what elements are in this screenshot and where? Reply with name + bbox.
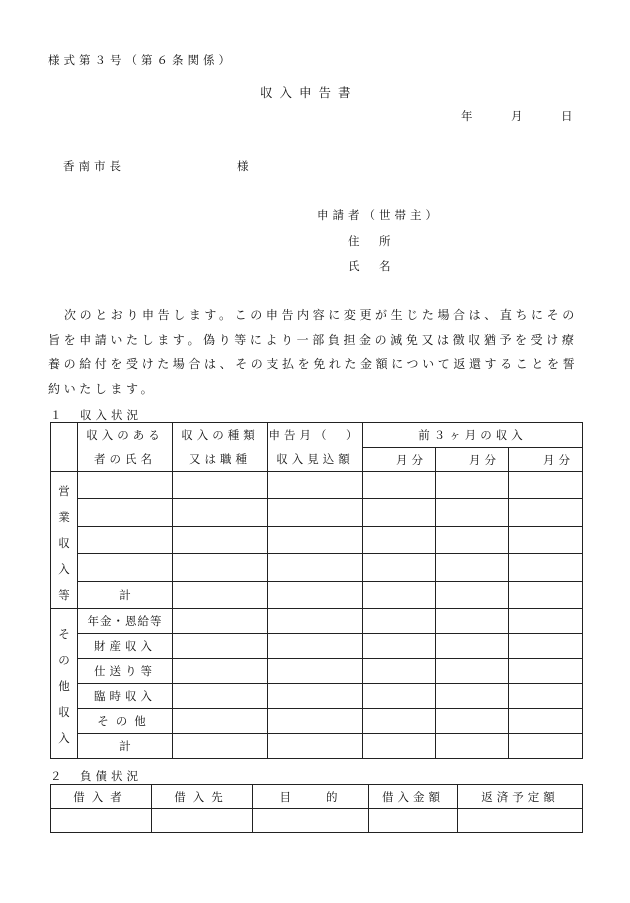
col-month-header: 申告月（ ） — [268, 423, 363, 448]
input-cell[interactable] — [436, 609, 509, 634]
input-cell[interactable] — [509, 499, 583, 526]
input-cell[interactable] — [78, 554, 173, 581]
input-cell[interactable] — [173, 581, 268, 608]
input-cell[interactable] — [509, 709, 583, 734]
addressee: 香南市長 — [63, 159, 125, 173]
col-prev-header: 前３ヶ月の収入 — [363, 423, 583, 448]
form-number: 様式第３号（第６条関係） — [48, 53, 234, 67]
input-cell[interactable] — [268, 499, 363, 526]
input-cell[interactable] — [268, 659, 363, 684]
date-month-label: 月 — [511, 109, 523, 123]
date-year-label: 年 — [461, 109, 473, 123]
row-property-label: 財産収入 — [78, 634, 173, 659]
input-cell[interactable] — [363, 609, 436, 634]
input-cell[interactable] — [458, 809, 583, 833]
input-cell[interactable] — [363, 554, 436, 581]
col-type-header: 収入の種類 — [173, 423, 268, 448]
input-cell[interactable] — [369, 809, 458, 833]
input-cell[interactable] — [509, 472, 583, 499]
input-cell[interactable] — [509, 526, 583, 553]
applicant-name-label: 氏 名 — [348, 259, 395, 273]
declaration-text — [48, 303, 582, 401]
business-income-label: 営 業 収 入 等 — [51, 472, 78, 609]
prev-month-3-header: 月分 — [509, 448, 583, 472]
col-borrower: 借入者 — [51, 785, 152, 809]
row-allowance-label: 仕送り等 — [78, 659, 173, 684]
input-cell[interactable] — [436, 554, 509, 581]
input-cell[interactable] — [436, 684, 509, 709]
prev-month-2-header: 月分 — [436, 448, 509, 472]
income-table — [50, 422, 583, 759]
input-cell[interactable] — [173, 609, 268, 634]
input-cell[interactable] — [173, 526, 268, 553]
input-cell[interactable] — [173, 659, 268, 684]
input-cell[interactable] — [268, 472, 363, 499]
input-cell[interactable] — [363, 634, 436, 659]
col-loan-amount: 借入金額 — [369, 785, 458, 809]
declaration-line: 約いたします。 — [48, 381, 157, 396]
section1-number: １ — [50, 408, 62, 422]
input-cell[interactable] — [78, 499, 173, 526]
input-cell[interactable] — [363, 581, 436, 608]
input-cell[interactable] — [253, 809, 369, 833]
input-cell[interactable] — [509, 734, 583, 759]
section2-heading: 負債状況 — [80, 769, 142, 783]
input-cell[interactable] — [436, 634, 509, 659]
section1-heading: 収入状況 — [80, 408, 142, 422]
input-cell[interactable] — [173, 684, 268, 709]
corner-cell — [51, 423, 78, 472]
business-total-label: 計 — [78, 581, 173, 608]
input-cell[interactable] — [436, 499, 509, 526]
input-cell[interactable] — [268, 734, 363, 759]
col-repayment: 返済予定額 — [458, 785, 583, 809]
input-cell[interactable] — [268, 684, 363, 709]
input-cell[interactable] — [173, 499, 268, 526]
other-total-label: 計 — [78, 734, 173, 759]
input-cell[interactable] — [173, 472, 268, 499]
input-cell[interactable] — [436, 472, 509, 499]
declaration-line: 次のとおり申告します。この申告内容に変更が生じた場合は、直ちにその — [64, 308, 578, 322]
input-cell[interactable] — [363, 734, 436, 759]
col-month-header-line2: 収入見込額 — [268, 448, 363, 472]
input-cell[interactable] — [363, 472, 436, 499]
input-cell[interactable] — [436, 734, 509, 759]
debt-table — [50, 784, 583, 833]
col-type-header-line2: 又は職種 — [173, 448, 268, 472]
input-cell[interactable] — [436, 526, 509, 553]
declaration-line: 養の給付を受けた場合は、その支払を免れた金額について返還することを誓 — [48, 357, 579, 371]
date-day-label: 日 — [561, 109, 573, 123]
input-cell[interactable] — [436, 581, 509, 608]
input-cell[interactable] — [268, 609, 363, 634]
col-name-header: 収入のある — [78, 423, 173, 448]
input-cell[interactable] — [51, 809, 152, 833]
input-cell[interactable] — [436, 659, 509, 684]
addressee-honorific: 様 — [237, 159, 249, 173]
input-cell[interactable] — [509, 634, 583, 659]
input-cell[interactable] — [78, 472, 173, 499]
input-cell[interactable] — [173, 709, 268, 734]
input-cell[interactable] — [173, 554, 268, 581]
input-cell[interactable] — [363, 684, 436, 709]
other-income-label: そ の 他 収 入 — [51, 609, 78, 759]
input-cell[interactable] — [363, 659, 436, 684]
input-cell[interactable] — [363, 499, 436, 526]
input-cell[interactable] — [509, 609, 583, 634]
input-cell[interactable] — [268, 709, 363, 734]
applicant-label: 申請者（世帯主） — [317, 208, 441, 222]
input-cell[interactable] — [78, 526, 173, 553]
col-purpose: 目 的 — [253, 785, 369, 809]
input-cell[interactable] — [436, 709, 509, 734]
section2-number: ２ — [50, 769, 62, 783]
input-cell[interactable] — [509, 659, 583, 684]
row-pension-label: 年金・恩給等 — [78, 609, 173, 634]
input-cell[interactable] — [173, 734, 268, 759]
input-cell[interactable] — [268, 581, 363, 608]
prev-month-1-header: 月分 — [363, 448, 436, 472]
col-name-header-line2: 者の氏名 — [78, 448, 173, 472]
input-cell[interactable] — [152, 809, 253, 833]
input-cell[interactable] — [268, 634, 363, 659]
row-other-label: その他 — [78, 709, 173, 734]
input-cell[interactable] — [363, 526, 436, 553]
input-cell[interactable] — [173, 634, 268, 659]
input-cell[interactable] — [509, 684, 583, 709]
declaration-line: 旨を申請いたします。偽り等により一部負担金の減免又は徴収猶予を受け療 — [48, 332, 578, 347]
applicant-address-label: 住 所 — [348, 234, 395, 248]
input-cell[interactable] — [363, 709, 436, 734]
input-cell[interactable] — [509, 554, 583, 581]
input-cell[interactable] — [509, 581, 583, 608]
row-temporary-label: 臨時収入 — [78, 684, 173, 709]
input-cell[interactable] — [268, 526, 363, 553]
col-lender: 借入先 — [152, 785, 253, 809]
document-title: 収入申告書 — [260, 85, 358, 100]
input-cell[interactable] — [268, 554, 363, 581]
